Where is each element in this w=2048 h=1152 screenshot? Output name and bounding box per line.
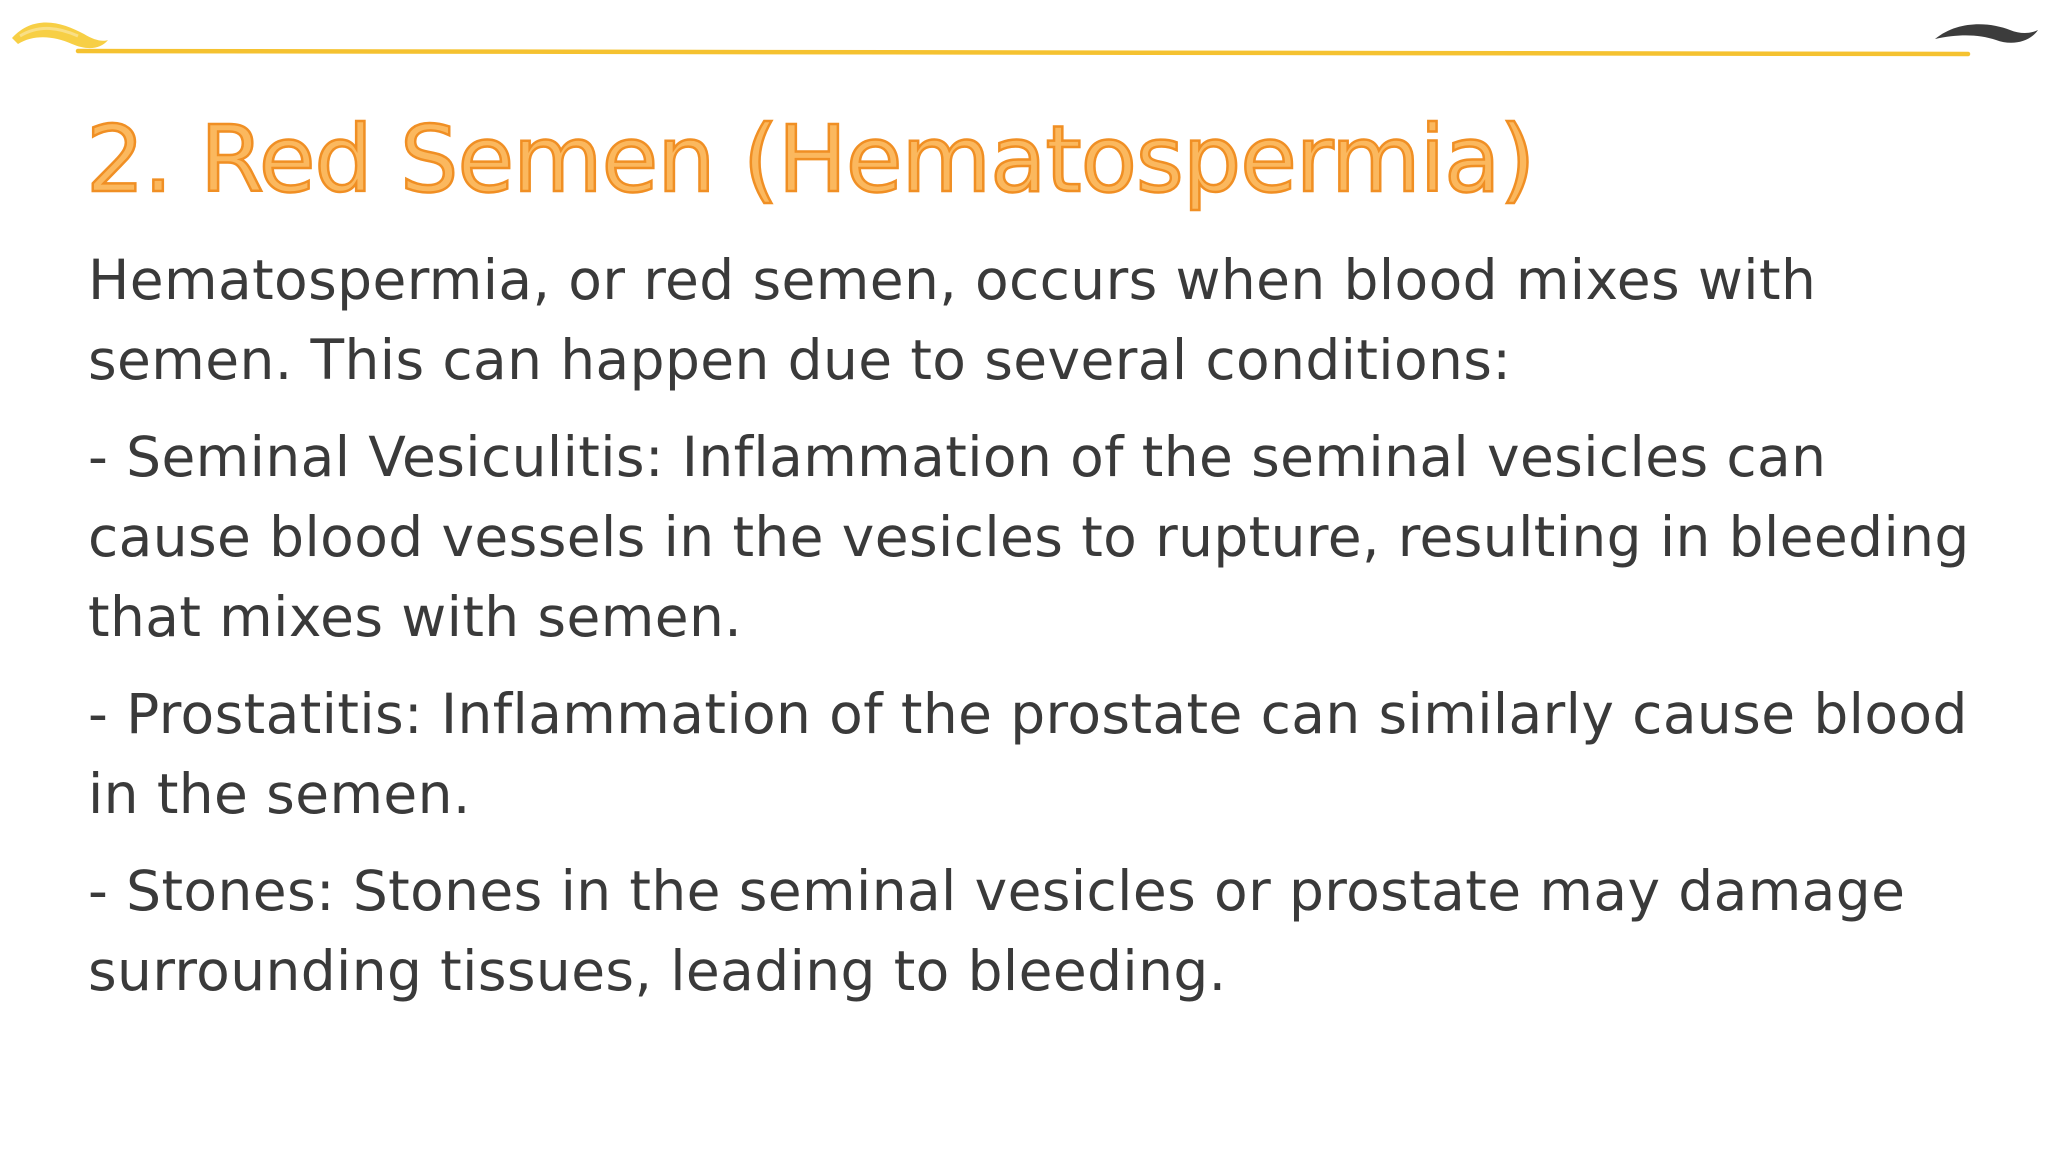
left-swoosh-icon <box>12 22 108 48</box>
header-divider-line <box>78 51 1968 54</box>
bullet-seminal-vesiculitis: - Seminal Vesiculitis: Inflammation of the seminal vesicles can cause blood vessels in the vesicles to rupture, resulting in bleeding that mixes with semen. <box>88 425 1970 649</box>
intro-paragraph: Hematospermia, or red semen, occurs when blood mixes with semen. This can happen due to several conditions: <box>88 248 1817 392</box>
bullet-stones: - Stones: Stones in the seminal vesicles or prostate may damage surrounding tissues, leading to bleeding. <box>88 859 1906 1003</box>
slide-title: 2. Red Semen (Hematospermia) <box>86 106 1535 213</box>
top-decoration <box>0 0 2048 80</box>
bullet-prostatitis: - Prostatitis: Inflammation of the prostate can similarly cause blood in the semen. <box>88 682 1968 826</box>
slide-body <box>88 240 1988 1028</box>
right-swoosh-icon <box>1935 24 2038 43</box>
